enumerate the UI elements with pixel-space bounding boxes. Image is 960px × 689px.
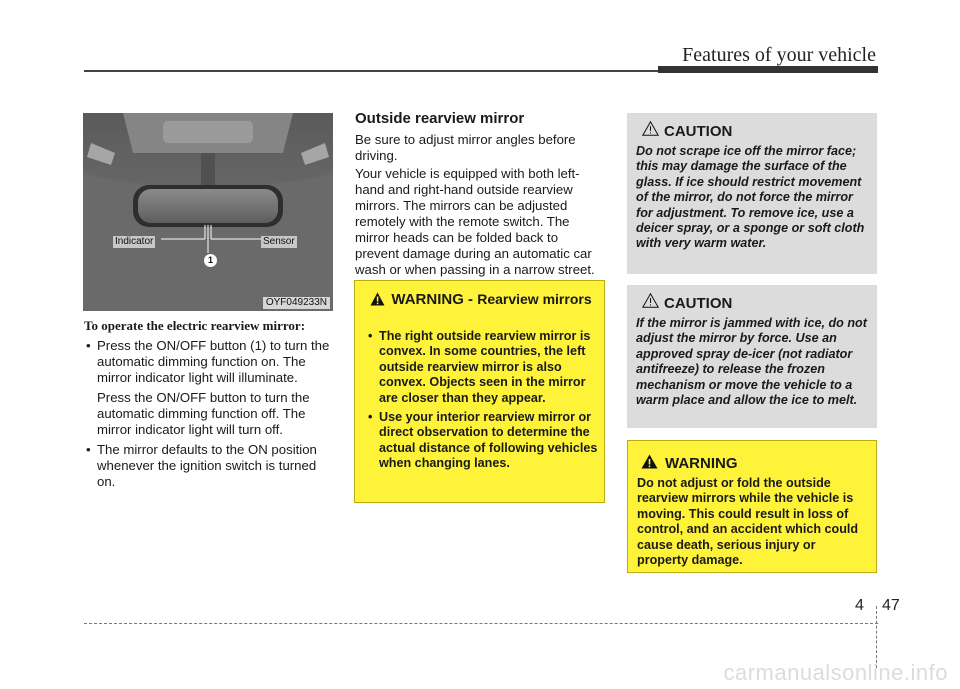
warning-rearview-box [354, 280, 605, 503]
image-code: OYF049233N [263, 297, 330, 309]
page-number: 47 [882, 597, 900, 614]
sensor-label: Sensor [263, 236, 295, 247]
caution-title: CAUTION [664, 295, 733, 312]
bullet-icon: • [368, 329, 373, 343]
section-title: Features of your vehicle [682, 44, 876, 66]
list-item [84, 442, 334, 490]
footer-rule [84, 623, 878, 624]
header-rule [84, 70, 658, 72]
bullet-icon: • [368, 410, 373, 425]
chapter-number: 4 [855, 597, 864, 614]
left-column [84, 318, 334, 490]
footer-separator [876, 606, 877, 668]
warning-heading [665, 455, 867, 472]
bullet-followup: Press the ON/OFF button to turn the automatic dimming function off. The mirror indicator light will turn off. [97, 390, 310, 437]
paragraph: Your vehicle is equipped with both left-hand and right-hand outside rearview mirrors. The mirrors can be adjusted remotely with the remote switch. The mirror heads can be folded back to prevent damage during an automatic car wash or when passing in a narrow street. [355, 166, 595, 277]
caution-text: Do not scrape ice off the mirror face; this may damage the surface of the glass. If ice should restrict movement of the mirror, do not force the mirror for adjustment. To remove ice, use a deicer spray, or a sponge or soft cloth with very warm water. [636, 144, 865, 251]
callout-number: 1 [204, 254, 217, 267]
caution-heading [664, 123, 868, 140]
mirror-drawing [83, 113, 333, 311]
warning-triangle-icon [370, 292, 385, 306]
caution-heading [664, 295, 868, 312]
warning-text: Do not adjust or fold the outside rearview mirrors while the vehicle is moving. This could result in loss of control, and an accident which could cause death, serious injury or property damage. [637, 476, 859, 568]
bullet-text: Press the ON/OFF button (1) to turn the automatic dimming function on. The mirror indicator light will illuminate. [97, 338, 330, 385]
indicator-label: Indicator [115, 236, 154, 247]
warning-triangle-icon [641, 454, 658, 469]
warning-list [366, 329, 598, 476]
bullet-icon: • [86, 442, 91, 457]
caution-title: CAUTION [664, 123, 733, 140]
warning-fold-box [627, 440, 877, 573]
list-item [366, 410, 598, 472]
caution-jammed-box [627, 285, 877, 428]
caution-triangle-icon [642, 121, 659, 136]
warning-title: WARNING - [391, 291, 474, 308]
paragraph: Be sure to adjust mirror angles before driving. [355, 132, 576, 163]
middle-column [355, 110, 605, 278]
warning-heading [367, 291, 595, 308]
header-bar [658, 66, 878, 73]
bullet-text: The right outside rearview mirror is convex. In some countries, the left outside rearview mirror is also convex. Objects seen in the mirror are closer than they appear. [379, 329, 591, 405]
warning-title: WARNING [665, 455, 738, 472]
watermark: carmanualsonline.info [723, 660, 948, 685]
caution-triangle-icon [642, 293, 659, 308]
caution-ice-box [627, 113, 877, 274]
bullet-text: Use your interior rearview mirror or direct observation to determine the actual distance of following vehicles when changing lanes. [379, 410, 598, 471]
list-item [84, 338, 334, 386]
warning-subtitle: Rearview mirrors [477, 291, 592, 307]
caution-text: If the mirror is jammed with ice, do not adjust the mirror by force. Use an approved spray de-icer (not radiator antifreeze) to release the frozen mechanism or move the vehicle to a warm place and allow the ice to melt. [636, 316, 867, 408]
operation-lead: To operate the electric rearview mirror: [84, 318, 306, 333]
outside-mirror-heading: Outside rearview mirror [355, 110, 525, 127]
mirror-illustration [83, 113, 333, 311]
bullet-text: The mirror defaults to the ON position whenever the ignition switch is turned on. [97, 442, 317, 489]
list-item [366, 329, 598, 406]
bullet-icon: • [86, 338, 91, 353]
